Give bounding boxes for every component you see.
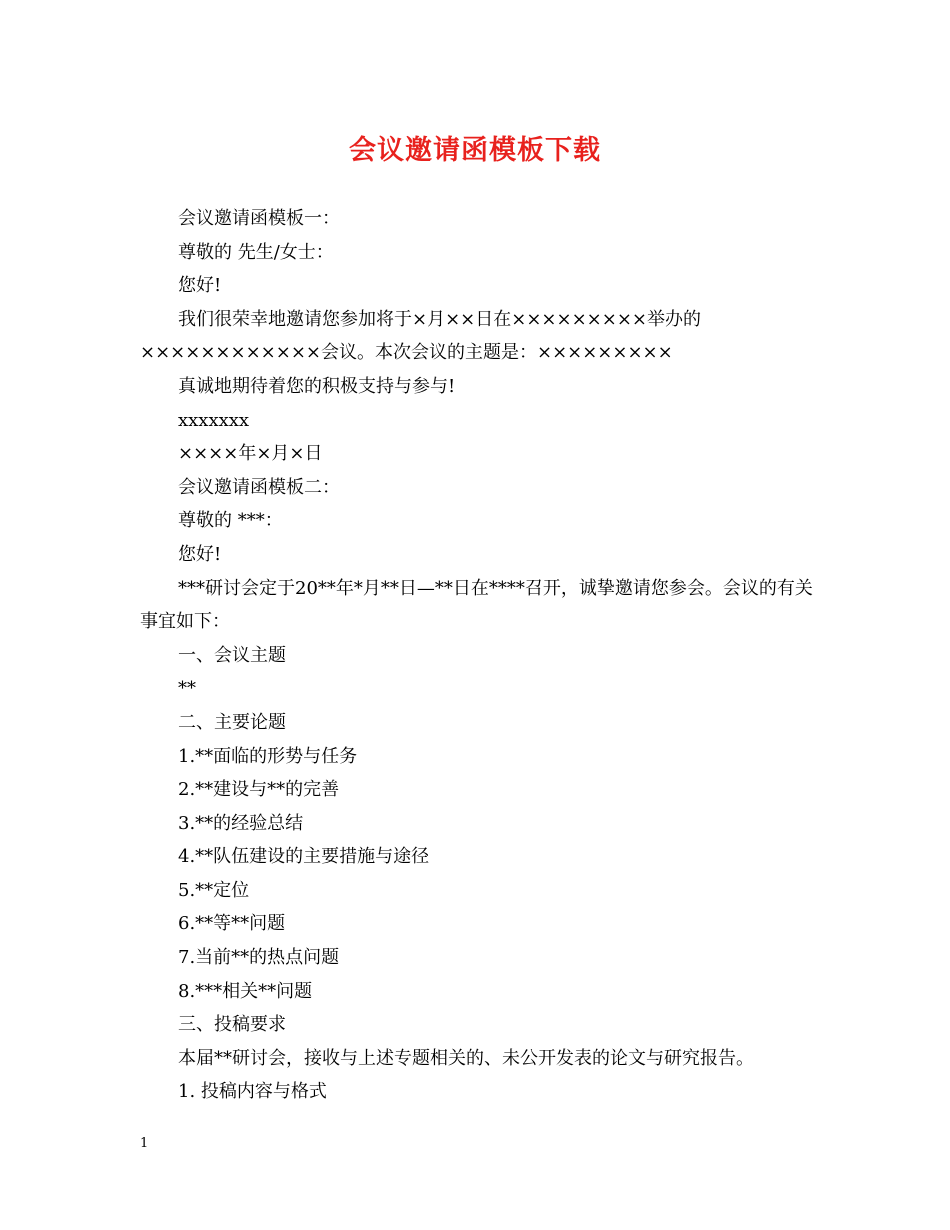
paragraph: 真诚地期待着您的积极支持与参与! <box>178 375 456 397</box>
paragraph: 您好! <box>178 543 222 565</box>
paragraph: xxxxxxx <box>178 409 250 431</box>
paragraph: 您好! <box>178 275 222 297</box>
document-body <box>140 202 815 1109</box>
paragraph: 会议邀请函模板二： <box>178 476 340 498</box>
paragraph: ××××年×月×日 <box>178 443 323 465</box>
paragraph: 一、会议主题 <box>178 644 286 666</box>
paragraph: 1. 投稿内容与格式 <box>178 1081 327 1103</box>
list-item: 8.***相关**问题 <box>178 980 313 1002</box>
paragraph: 三、投稿要求 <box>178 1014 286 1036</box>
paragraph: 会议邀请函模板一： <box>178 208 340 229</box>
page-number: 1 <box>140 1136 149 1151</box>
list-item: 6.**等**问题 <box>178 913 286 935</box>
document-title: 会议邀请函模板下载 <box>349 135 601 166</box>
list-item: 5.**定位 <box>178 879 250 901</box>
paragraph: 本届**研讨会，接收与上述专题相关的、未公开发表的论文与研究报告。 <box>178 1047 754 1069</box>
list-item: 3.**的经验总结 <box>178 812 304 834</box>
list-item: 4.**队伍建设的主要措施与途径 <box>178 846 430 868</box>
paragraph: 尊敬的 先生/女士： <box>178 241 334 263</box>
list-item: 7.当前**的热点问题 <box>178 947 340 969</box>
list-item: 2.**建设与**的完善 <box>178 779 340 801</box>
paragraph: ** <box>178 678 196 700</box>
paragraph: ***研讨会定于20**年*月**日—**日在****召开，诚挚邀请您参会。会议的有关事宜如下： <box>140 577 813 633</box>
paragraph: 我们很荣幸地邀请您参加将于×月××日在×××××××××举办的××××××××××××会议。本次会议的主题是：××××××××× <box>140 308 701 364</box>
list-item: 1.**面临的形势与任务 <box>178 745 358 767</box>
paragraph: 尊敬的 ***： <box>178 510 283 532</box>
paragraph: 二、主要论题 <box>178 711 286 733</box>
